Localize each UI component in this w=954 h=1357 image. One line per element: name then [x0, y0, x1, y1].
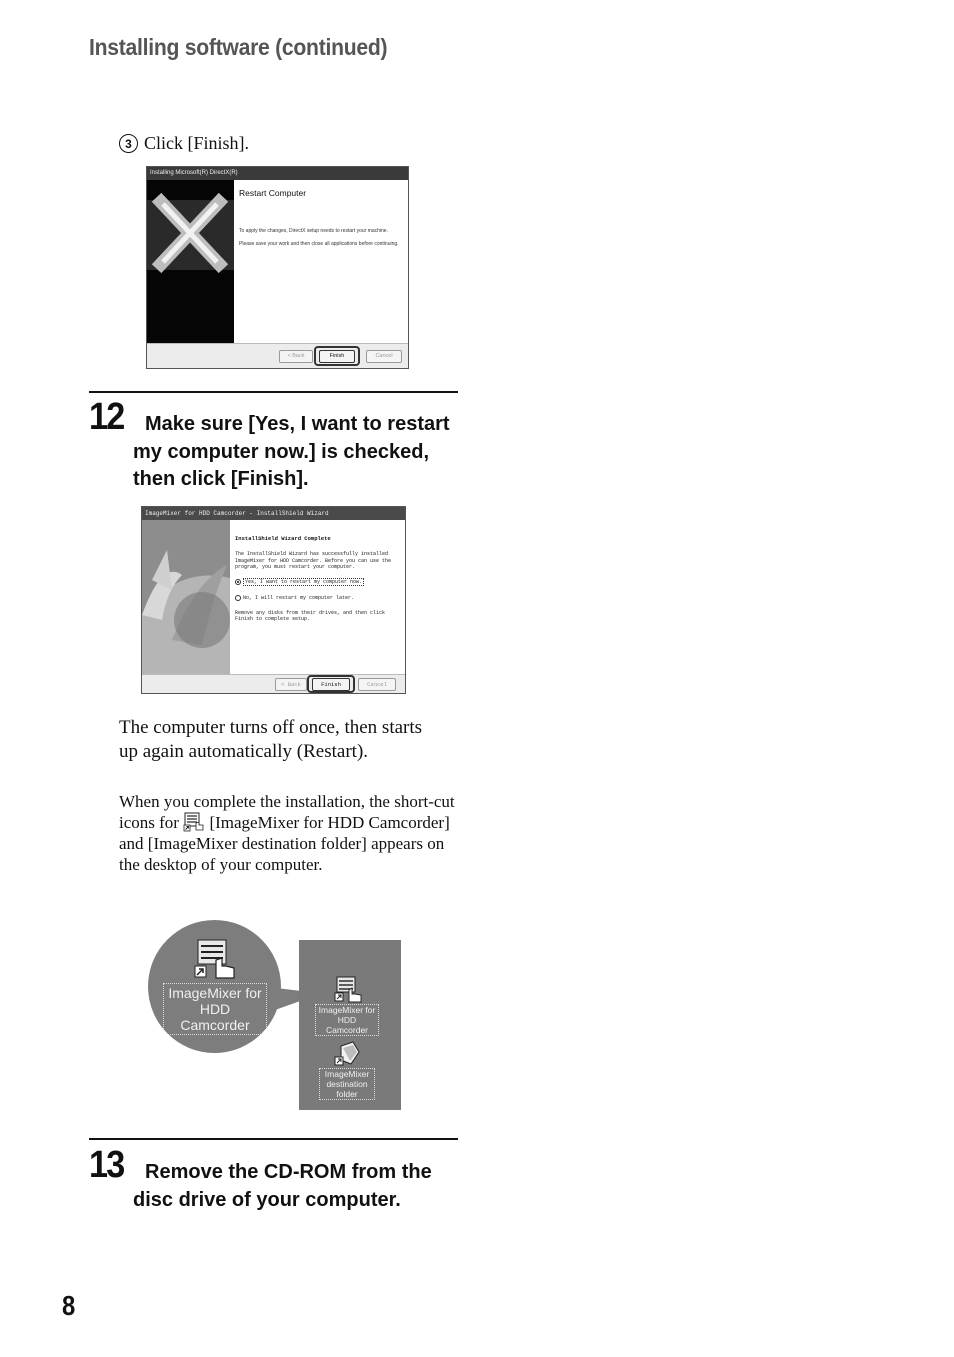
restart-later-radio[interactable]	[235, 595, 400, 601]
completion-text-part-1: When you complete the installation, the short-cut icons for	[119, 792, 455, 832]
zoomed-icon-label: ImageMixer for HDD Camcorder	[163, 983, 267, 1035]
dialog-heading: InstallShield Wizard Complete	[235, 535, 331, 542]
finish-button[interactable]: Finish	[312, 678, 350, 691]
step-13-line-2: disc drive of your computer.	[133, 1188, 401, 1211]
dialog-heading: Restart Computer	[239, 188, 307, 198]
substep-text: Click [Finish].	[144, 133, 250, 153]
section-divider	[89, 391, 458, 393]
dialog-paragraph-2: Please save your work and then close all applications before continuing.	[239, 240, 399, 247]
circled-number-marker: 3	[119, 134, 138, 153]
restart-later-label: No, I will restart my computer later.	[243, 594, 355, 601]
installshield-artwork-panel	[142, 520, 230, 674]
desktop-screenshot	[299, 940, 401, 1110]
imagemixer-shortcut-icon	[333, 976, 363, 1004]
installshield-artwork-icon	[142, 520, 230, 674]
dialog-paragraph-2: Remove any disks from their drives, and then click Finish to complete setup.	[235, 609, 386, 622]
dialog-titlebar: Installing Microsoft(R) DirectX(R)	[147, 167, 408, 180]
restart-line-2: up again automatically (Restart).	[119, 741, 369, 762]
step-13-instruction	[133, 1159, 432, 1214]
step-12-line-1: Make sure [Yes, I want to restart	[145, 413, 450, 435]
directx-x-logo-icon	[147, 180, 234, 343]
substep-finish	[119, 133, 249, 154]
page-number: 8	[62, 1290, 76, 1321]
cancel-button[interactable]: Cancel	[366, 350, 402, 363]
dialog-titlebar: ImageMixer for HDD Camcorder - InstallShield Wizard	[142, 507, 405, 520]
completion-paragraph	[119, 791, 464, 875]
step-number-12: 12	[89, 396, 124, 438]
directx-logo-panel	[147, 180, 234, 343]
dialog-paragraph-1: The InstallShield Wizard has successfully installed ImageMixer for HDD Camcorder. Before you can use the program, you must restart your computer.	[235, 551, 392, 570]
step-number-13: 13	[89, 1144, 124, 1186]
destination-folder-icon	[333, 1040, 363, 1068]
restart-explanation	[119, 716, 422, 764]
imagemixer-large-icon	[192, 938, 238, 982]
back-button[interactable]: < Back	[279, 350, 313, 363]
step-12-instruction	[133, 411, 450, 494]
imagemixer-desktop-shortcut[interactable]	[313, 976, 383, 1038]
section-divider	[89, 1138, 458, 1140]
step-13-line-1: Remove the CD-ROM from the	[145, 1161, 432, 1183]
cancel-button[interactable]: Cancel	[358, 678, 396, 691]
radio-unselected-icon	[235, 595, 241, 601]
completion-text-part-2: [ImageMixer for HDD Camcorder] and [ImageMixer destination folder] appears on the desktop of your computer.	[119, 813, 450, 874]
directx-restart-dialog	[146, 166, 409, 369]
radio-selected-icon	[235, 579, 241, 585]
installshield-complete-dialog	[141, 506, 406, 694]
directx-content-panel	[234, 180, 408, 343]
back-button[interactable]: < Back	[275, 678, 307, 691]
dialog-paragraph-1: To apply the changes, DirectX setup needs to restart your machine.	[239, 228, 388, 234]
installshield-content-panel	[230, 520, 405, 674]
page-header-title: Installing software (continued)	[89, 34, 388, 60]
dialog-button-bar	[147, 343, 408, 368]
destination-folder-label: ImageMixer destination folder	[319, 1068, 375, 1100]
step-12-line-2: my computer now.] is checked,	[133, 440, 430, 463]
step-12-line-3: then click [Finish].	[133, 468, 309, 490]
zoomed-icon-callout	[148, 920, 281, 1053]
restart-now-label: Yes, I want to restart my computer now.	[245, 578, 363, 585]
dialog-button-bar	[142, 674, 405, 693]
imagemixer-shortcut-label: ImageMixer for HDD Camcorder	[315, 1004, 379, 1036]
imagemixer-shortcut-icon	[183, 812, 205, 832]
restart-line-1: The computer turns off once, then starts	[119, 717, 423, 738]
restart-now-radio[interactable]	[235, 578, 400, 586]
finish-button[interactable]: Finish	[319, 350, 355, 363]
imagemixer-folder-desktop-shortcut[interactable]	[313, 1040, 383, 1104]
